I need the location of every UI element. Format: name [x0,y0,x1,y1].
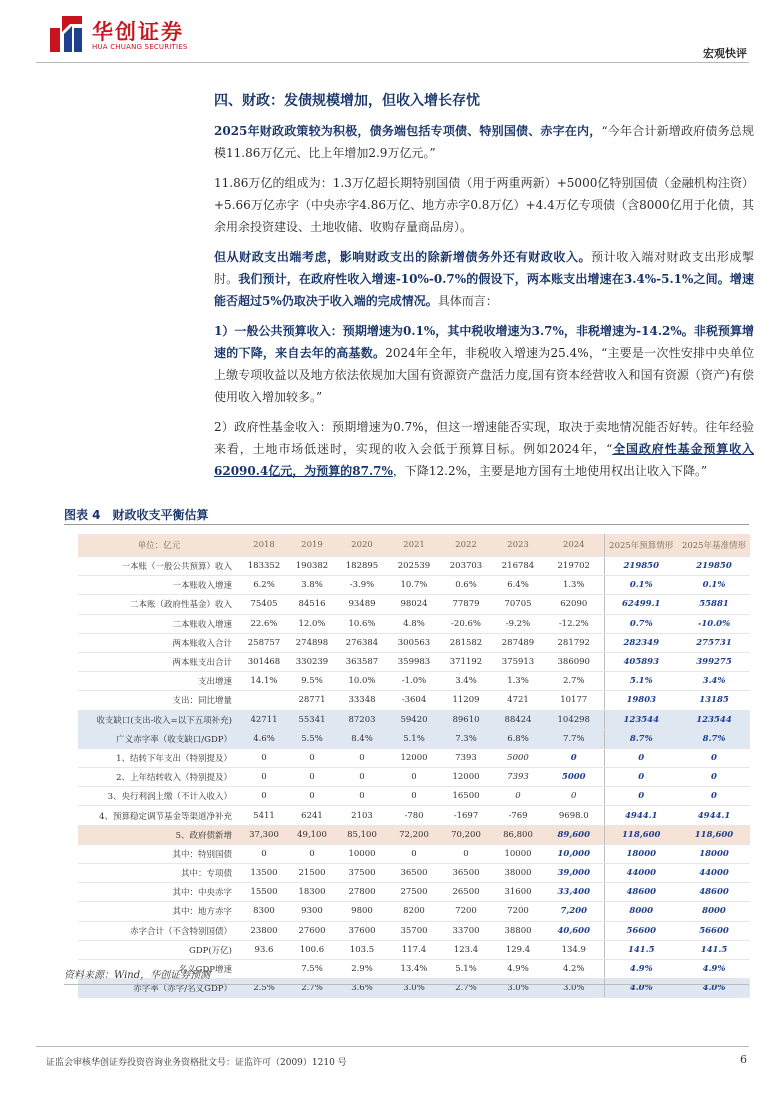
table-cell: 117.4 [388,940,440,959]
table-cell: 0.1% [604,576,678,595]
table-body [78,534,750,998]
table-cell: 85,100 [336,825,388,844]
table-cell: 118,600 [604,825,678,844]
table-cell: 0 [388,768,440,787]
table-cell: 129.4 [492,940,544,959]
table-row [78,787,750,806]
table-cell: 77879 [440,595,492,614]
table-cell: 399275 [678,652,750,671]
table-cell: 0 [544,748,604,767]
table-cell: 5411 [240,806,288,825]
table-cell: 141.5 [678,940,750,959]
row-label: 其中：专项债 [78,864,240,883]
table-cell: 3.8% [288,576,336,595]
table-cell: 27500 [388,883,440,902]
paragraph-3-bold-b: 我们预计，在政府性收入增速-10%-0.7%的假设下，两本账支出增速在3.4%-5.1%之间。增速能否超过5%仍取决于收入端的完成情况。 [214,272,754,308]
table-cell: 18300 [288,883,336,902]
table-cell: 6.8% [492,729,544,748]
table-cell: 11209 [440,691,492,710]
table-cell: 275731 [678,633,750,652]
table-cell: 15500 [240,883,288,902]
table-cell: 55881 [678,595,750,614]
table-cell: 4944.1 [604,806,678,825]
table-cell: 0 [388,787,440,806]
table-cell: 10,000 [544,844,604,863]
table-cell: 4.0% [604,979,678,998]
table-cell: 38800 [492,921,544,940]
table-cell: 48600 [678,883,750,902]
table-cell: 0 [492,787,544,806]
table-cell: 330239 [288,652,336,671]
table-cell: 0.1% [678,576,750,595]
table-row [78,940,750,959]
row-label: 其中：地方赤字 [78,902,240,921]
table-cell: 274898 [288,633,336,652]
paragraph-4-bold: 1）一般公共预算收入：预期增速为0.1%，其中税收增速为3.7%，非税增速为-14.2%。非税预算增速的下降，来自去年的高基数。 [214,324,754,360]
row-label: 4、预算稳定调节基金等渠道净补充 [78,806,240,825]
table-cell: 93.6 [240,940,288,959]
row-label: 二本账收入增速 [78,614,240,633]
table-header-cell: 2019 [288,534,336,557]
table-cell: 27600 [288,921,336,940]
paragraph-4-rest: 2024年全年，非税收入增速为25.4%，“主要是一次性安排中央单位上缴专项收益以及地方依法依规加大国有资源资产盘活力度,国有资本经营收入和国有资源（资产)有偿使用收入增加较多。” [214,346,754,404]
table-cell: 10177 [544,691,604,710]
table-cell: 6.2% [240,576,288,595]
table-cell: -1697 [440,806,492,825]
table-row [78,652,750,671]
table-row [78,672,750,691]
table-cell: -12.2% [544,614,604,633]
table-cell: 1.3% [544,576,604,595]
table-cell: 22.6% [240,614,288,633]
table-cell: 84516 [288,595,336,614]
table-cell: 103.5 [336,940,388,959]
paragraph-1 [214,120,754,164]
row-label: GDP(万亿) [78,940,240,959]
table-cell: 8.7% [678,729,750,748]
table-cell: 38000 [492,864,544,883]
table-cell: 0 [678,768,750,787]
table-cell: 0 [288,768,336,787]
table-cell: 36500 [388,864,440,883]
figure-title-divider [64,524,749,525]
table-cell: 5.1% [604,672,678,691]
table-cell: -1.0% [388,672,440,691]
row-label: 支出：同比增量 [78,691,240,710]
table-cell: 10000 [336,844,388,863]
table-cell: 62090 [544,595,604,614]
table-header-row [78,534,750,557]
table-cell: 4.9% [604,959,678,978]
table-cell: 9.5% [288,672,336,691]
table-row [78,864,750,883]
table-cell: 40,600 [544,921,604,940]
logo-mark-icon [48,14,90,54]
table-cell: 13.4% [388,959,440,978]
paragraph-3-bold-a: 但从财政支出端考虑，影响财政支出的除新增债务外还有财政收入。 [214,250,592,264]
table-cell: 9300 [288,902,336,921]
logo-text-en: HUA CHUANG SECURITIES [92,43,188,51]
table-cell: 7200 [440,902,492,921]
table-cell: 5000 [544,768,604,787]
table-row [78,633,750,652]
table-cell: 72,200 [388,825,440,844]
table-cell: 300563 [388,633,440,652]
table-cell [240,959,288,978]
table-header-cell: 2018 [240,534,288,557]
table-cell: 12.0% [288,614,336,633]
table-cell: 281792 [544,633,604,652]
table-cell: 89610 [440,710,492,729]
row-label: 3、央行利润上缴（不计入收入） [78,787,240,806]
table-cell: 183352 [240,557,288,576]
table-cell: 28771 [288,691,336,710]
paragraph-5-b: ，下降12.2%，主要是地方国有土地使用权出让收入下降。” [392,464,708,478]
table-cell: 44000 [678,864,750,883]
table-cell: 4.8% [388,614,440,633]
table-cell: 62499.1 [604,595,678,614]
table-row [78,691,750,710]
table-cell: 5.1% [388,729,440,748]
table-cell: 4.9% [492,959,544,978]
table-cell: 0 [678,748,750,767]
table-cell: 287489 [492,633,544,652]
table-row [78,729,750,748]
table-cell: 33348 [336,691,388,710]
paragraph-5-a: 2）政府性基金收入：预期增速为0.7%，但这一增速能否实现，取决于卖地情况能否好转。往年经验来看，土地市场低迷时，实现的收入会低于预算目标。例如2024年，“ [214,420,754,456]
table-cell: 26500 [440,883,492,902]
table-cell: 0 [240,787,288,806]
source-divider [64,984,749,985]
table-cell: 37,300 [240,825,288,844]
table-cell: 0.7% [604,614,678,633]
paragraph-2: 11.86万亿的组成为：1.3万亿超长期特别国债（用于两重两新）+5000亿特别国债（金融机构注资）+5.66万亿赤字（中央赤字4.86万亿、地方赤字0.8万亿）+4.4万亿专项债（含8000亿用于化债，其余用余投资建设、土地收储、收购存量商品房）。 [214,176,754,234]
table-header-cell: 2022 [440,534,492,557]
row-label: 一本账收入增速 [78,576,240,595]
table-cell: 75405 [240,595,288,614]
table-cell: 44000 [604,864,678,883]
table-cell: -3.9% [336,576,388,595]
table-cell: 7393 [440,748,492,767]
table-cell: 4.0% [678,979,750,998]
row-label: 名义GDP增速 [78,959,240,978]
table-cell: 8000 [678,902,750,921]
table-cell: 219702 [544,557,604,576]
company-logo [48,14,196,58]
table-cell: 10.0% [336,672,388,691]
table-cell: 93489 [336,595,388,614]
table-cell: 10.6% [336,614,388,633]
table-cell: 88424 [492,710,544,729]
table-cell: 7.7% [544,729,604,748]
table-cell: 386090 [544,652,604,671]
table-cell: 33,400 [544,883,604,902]
table-header-cell: 2024 [544,534,604,557]
table-cell: 9698.0 [544,806,604,825]
table-cell: 118,600 [678,825,750,844]
figure-source: 资料来源：Wind，华创证券预测 [64,970,211,981]
section-heading: 四、财政：发债规模增加，但收入增长存忧 [214,93,480,109]
table-cell: 190382 [288,557,336,576]
table-cell: 0 [240,768,288,787]
table-cell: 375913 [492,652,544,671]
table-cell: 0 [604,787,678,806]
table-cell: 0 [604,748,678,767]
table-cell: 2.7% [440,979,492,998]
table-cell: 2.5% [240,979,288,998]
table-cell: 8300 [240,902,288,921]
table-cell: 7200 [492,902,544,921]
paragraph-5 [214,416,754,482]
table-cell: 282349 [604,633,678,652]
table-cell: 37500 [336,864,388,883]
table-row [78,576,750,595]
paragraph-3 [214,246,754,312]
row-label: 2、上年结转收入（特别提及） [78,768,240,787]
table-cell: -10.0% [678,614,750,633]
table-cell: 3.4% [678,672,750,691]
table-cell: 0 [240,748,288,767]
table-cell: 2103 [336,806,388,825]
table-cell: 59420 [388,710,440,729]
table-cell: 123544 [678,710,750,729]
table-cell: 2.7% [288,979,336,998]
table-cell: 56600 [678,921,750,940]
table-cell: 6241 [288,806,336,825]
paragraph-3-mid: 预计收入端对财政支出形成掣肘。 [214,250,754,286]
table-cell: 301468 [240,652,288,671]
table-cell: 123.4 [440,940,492,959]
table-cell: 8200 [388,902,440,921]
fiscal-balance-table [78,534,750,998]
row-label: 其中：中央赤字 [78,883,240,902]
table-cell: 123544 [604,710,678,729]
table-cell: 0 [288,787,336,806]
row-label: 两本账收入合计 [78,633,240,652]
table-cell: 27800 [336,883,388,902]
table-row [78,844,750,863]
table-row [78,806,750,825]
table-cell: -780 [388,806,440,825]
row-label: 1、结转下年支出（特别提及） [78,748,240,767]
table-cell: 1.3% [492,672,544,691]
table-cell: 0 [678,787,750,806]
table-cell: 56600 [604,921,678,940]
paragraph-1-rest: “今年合计新增政府债务总规模11.86万亿元、比上年增加2.9万亿元。” [214,124,755,160]
table-cell: -3604 [388,691,440,710]
table-cell: 5000 [492,748,544,767]
row-label: 二本账（政府性基金）收入 [78,595,240,614]
table-row [78,883,750,902]
table-cell: -20.6% [440,614,492,633]
table-cell: 2.7% [544,672,604,691]
table-cell: 8.4% [336,729,388,748]
table-cell: 276384 [336,633,388,652]
table-row [78,902,750,921]
table-cell: 4.9% [678,959,750,978]
row-label: 其中：特别国债 [78,844,240,863]
table-cell: 3.6% [336,979,388,998]
table-cell: 219850 [678,557,750,576]
table-cell: -9.2% [492,614,544,633]
paragraph-5-underlined: 全国政府性基金预算收入62090.4亿元，为预算的87.7% [214,442,754,478]
table-cell: 13185 [678,691,750,710]
table-cell: 7.5% [288,959,336,978]
table-cell: 2.9% [336,959,388,978]
table-cell: 182895 [336,557,388,576]
table-row [78,768,750,787]
table-cell: 0 [336,787,388,806]
table-cell: 141.5 [604,940,678,959]
paragraph-1-bold: 2025年财政政策较为积极，债务端包括专项债、特别国债、赤字在内， [214,124,602,138]
table-cell: 0 [240,844,288,863]
table-cell: 49,100 [288,825,336,844]
table-cell: 33700 [440,921,492,940]
row-label: 支出增速 [78,672,240,691]
row-label: 广义赤字率（收支缺口/GDP） [78,729,240,748]
table-cell: 14.1% [240,672,288,691]
row-label: 收支缺口(支出-收入=以下五项补充) [78,710,240,729]
table-cell: 21500 [288,864,336,883]
paragraph-3-end: 具体而言： [437,294,498,308]
table-cell: 4.2% [544,959,604,978]
table-cell: 98024 [388,595,440,614]
table-cell: 5.5% [288,729,336,748]
table-cell: 3.0% [492,979,544,998]
table-cell: 8.7% [604,729,678,748]
table-cell: 258757 [240,633,288,652]
row-label: 赤字率（赤字/名义GDP） [78,979,240,998]
table-header-cell: 2021 [388,534,440,557]
table-cell: 7.3% [440,729,492,748]
table-cell: 42711 [240,710,288,729]
table-cell: 23800 [240,921,288,940]
row-label: 一本账（一般公共预算）收入 [78,557,240,576]
table-cell: 0 [388,844,440,863]
table-cell: 100.6 [288,940,336,959]
table-cell: 12000 [440,768,492,787]
table-cell: 9800 [336,902,388,921]
table-cell: 36500 [440,864,492,883]
table-cell: 203703 [440,557,492,576]
table-cell: 13500 [240,864,288,883]
table-cell: 18000 [604,844,678,863]
table-cell: 7393 [492,768,544,787]
table-cell: 104298 [544,710,604,729]
table-cell: 0 [604,768,678,787]
table-cell: 0.6% [440,576,492,595]
table-cell: 6.4% [492,576,544,595]
logo-text-cn: 华创证券 [92,20,184,44]
footer-license: 证监会审核华创证券投资咨询业务资格批文号：证监许可（2009）1210 号 [46,1058,347,1068]
table-cell: 4721 [492,691,544,710]
row-label: 赤字合计（不含特别国债） [78,921,240,940]
table-row [78,557,750,576]
table-cell: 371192 [440,652,492,671]
table-row [78,710,750,729]
table-cell: 37600 [336,921,388,940]
table-row [78,614,750,633]
table-cell: 359983 [388,652,440,671]
table-cell: 3.0% [388,979,440,998]
table-cell: 39,000 [544,864,604,883]
table-header-cell: 单位：亿元 [78,534,240,557]
row-label: 5、政府债新增 [78,825,240,844]
table-cell: 7,200 [544,902,604,921]
table-cell: 3.0% [544,979,604,998]
table-cell: 89,600 [544,825,604,844]
table-cell: 0 [544,787,604,806]
footer-divider [36,1046,749,1047]
table-cell: 202539 [388,557,440,576]
report-category: 宏观快评 [703,47,747,60]
table-cell: 0 [440,844,492,863]
table-cell: 0 [288,844,336,863]
table-cell: 216784 [492,557,544,576]
table-header-cell: 2020 [336,534,388,557]
table-row [78,979,750,998]
page-number: 6 [740,1053,747,1066]
table-cell: 35700 [388,921,440,940]
table-cell: 134.9 [544,940,604,959]
table-cell: 87203 [336,710,388,729]
fiscal-balance-table-container [78,534,750,998]
table-cell: 8000 [604,902,678,921]
table-cell: 405893 [604,652,678,671]
table-cell: 48600 [604,883,678,902]
row-label: 两本账支出合计 [78,652,240,671]
table-cell: 70,200 [440,825,492,844]
table-cell: 18000 [678,844,750,863]
table-cell: 86,800 [492,825,544,844]
table-cell: 4944.1 [678,806,750,825]
header-divider [36,62,749,63]
table-cell: 10000 [492,844,544,863]
table-header-cell: 2023 [492,534,544,557]
table-cell: 5.1% [440,959,492,978]
table-cell: 10.7% [388,576,440,595]
figure-title: 图表 4 财政收支平衡估算 [64,508,209,522]
table-header-cell: 2025年基准情形 [678,534,750,557]
table-cell: 3.4% [440,672,492,691]
table-header-cell: 2025年预算情形 [604,534,678,557]
report-body [214,90,754,490]
table-cell: 70705 [492,595,544,614]
table-cell: 219850 [604,557,678,576]
table-cell: 55341 [288,710,336,729]
table-cell: 4.6% [240,729,288,748]
table-row [78,825,750,844]
table-cell: 19803 [604,691,678,710]
paragraph-4 [214,320,754,408]
table-cell: 0 [336,748,388,767]
table-cell: 0 [288,748,336,767]
table-cell: 12000 [388,748,440,767]
table-cell [240,691,288,710]
table-cell: 0 [336,768,388,787]
table-row [78,921,750,940]
table-cell: 31600 [492,883,544,902]
table-cell: 16500 [440,787,492,806]
table-row [78,748,750,767]
table-cell: -769 [492,806,544,825]
table-cell: 281582 [440,633,492,652]
table-cell: 363587 [336,652,388,671]
table-row [78,595,750,614]
